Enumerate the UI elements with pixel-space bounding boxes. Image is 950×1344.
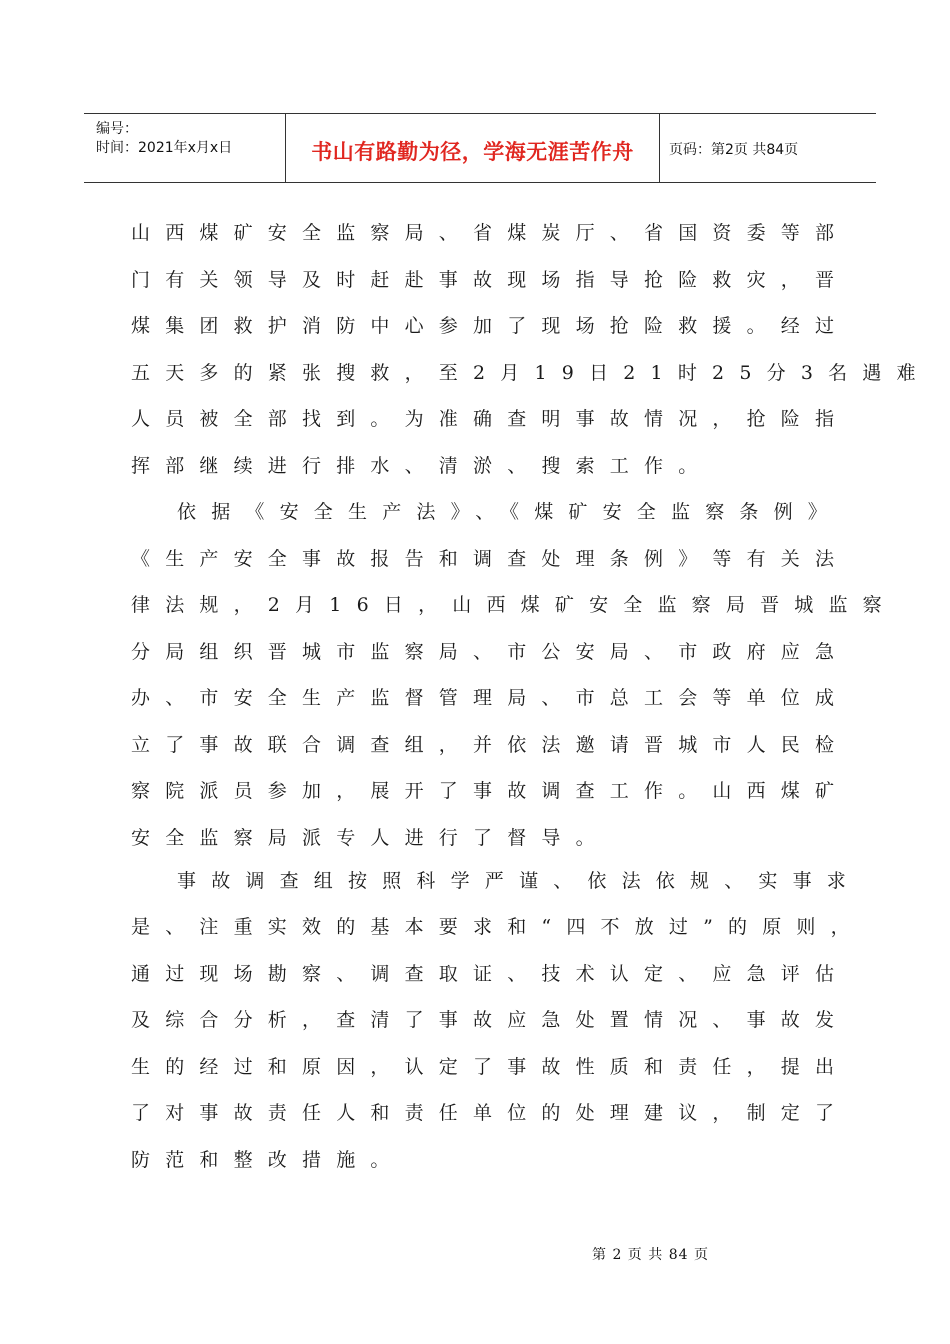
header-page-cell (660, 114, 876, 182)
body-line: 安全监察局派专人进行了督导。 (131, 827, 610, 849)
body-line: 办、市安全生产监督管理局、市总工会等单位成 (131, 687, 850, 709)
body-line: 五天多的紧张搜救，至2月19日21时25分3名遇难 (131, 362, 931, 384)
body-line: 了对事故责任人和责任单位的处理建议，制定了 (131, 1102, 850, 1124)
body-line: 通过现场勘察、调查取证、技术认定、应急评估 (131, 963, 850, 985)
body-line: 律法规，2月16日，山西煤矿安全监察局晋城监察 (131, 594, 897, 616)
body-line: 挥部继续进行排水、清淤、搜索工作。 (131, 455, 713, 477)
body-line: 立了事故联合调查组，并依法邀请晋城市人民检 (131, 734, 850, 756)
body-line: 人员被全部找到。为准确查明事故情况，抢险指 (131, 408, 850, 430)
body-line: 分局组织晋城市监察局、市公安局、市政府应急 (131, 641, 850, 663)
body-line: 门有关领导及时赶赴事故现场指导抢险救灾，晋 (131, 269, 850, 291)
body-line: 煤集团救护消防中心参加了现场抢险救援。经过 (131, 315, 850, 337)
page-header (84, 113, 876, 183)
body-line: 生的经过和原因，认定了事故性质和责任，提出 (131, 1056, 850, 1078)
body-line: 察院派员参加，展开了事故调查工作。山西煤矿 (131, 780, 850, 802)
header-meta (84, 114, 286, 182)
document-time-label: 时间：2021年x月x日 (96, 140, 233, 156)
document-number-label: 编号： (96, 121, 138, 137)
body-line: 山西煤矿安全监察局、省煤炭厅、省国资委等部 (131, 222, 850, 244)
body-line: 是、注重实效的基本要求和“四不放过”的原则， (131, 916, 865, 938)
body-line: 防范和整改措施。 (131, 1149, 405, 1171)
body-line: 及综合分析，查清了事故应急处置情况、事故发 (131, 1009, 850, 1031)
header-motto-cell (286, 114, 660, 182)
header-page-number: 页码：第2页 共84页 (669, 142, 799, 158)
page-footer: 第 2 页 共 84 页 (592, 1247, 709, 1263)
header-motto: 书山有路勤为径，学海无涯苦作舟 (311, 140, 634, 164)
body-line: 依据《安全生产法》、《煤矿安全监察条例》 (177, 501, 843, 523)
body-line: 《生产安全事故报告和调查处理条例》等有关法 (131, 548, 850, 570)
body-line: 事故调查组按照科学严谨、依法依规、实事求 (177, 870, 862, 892)
